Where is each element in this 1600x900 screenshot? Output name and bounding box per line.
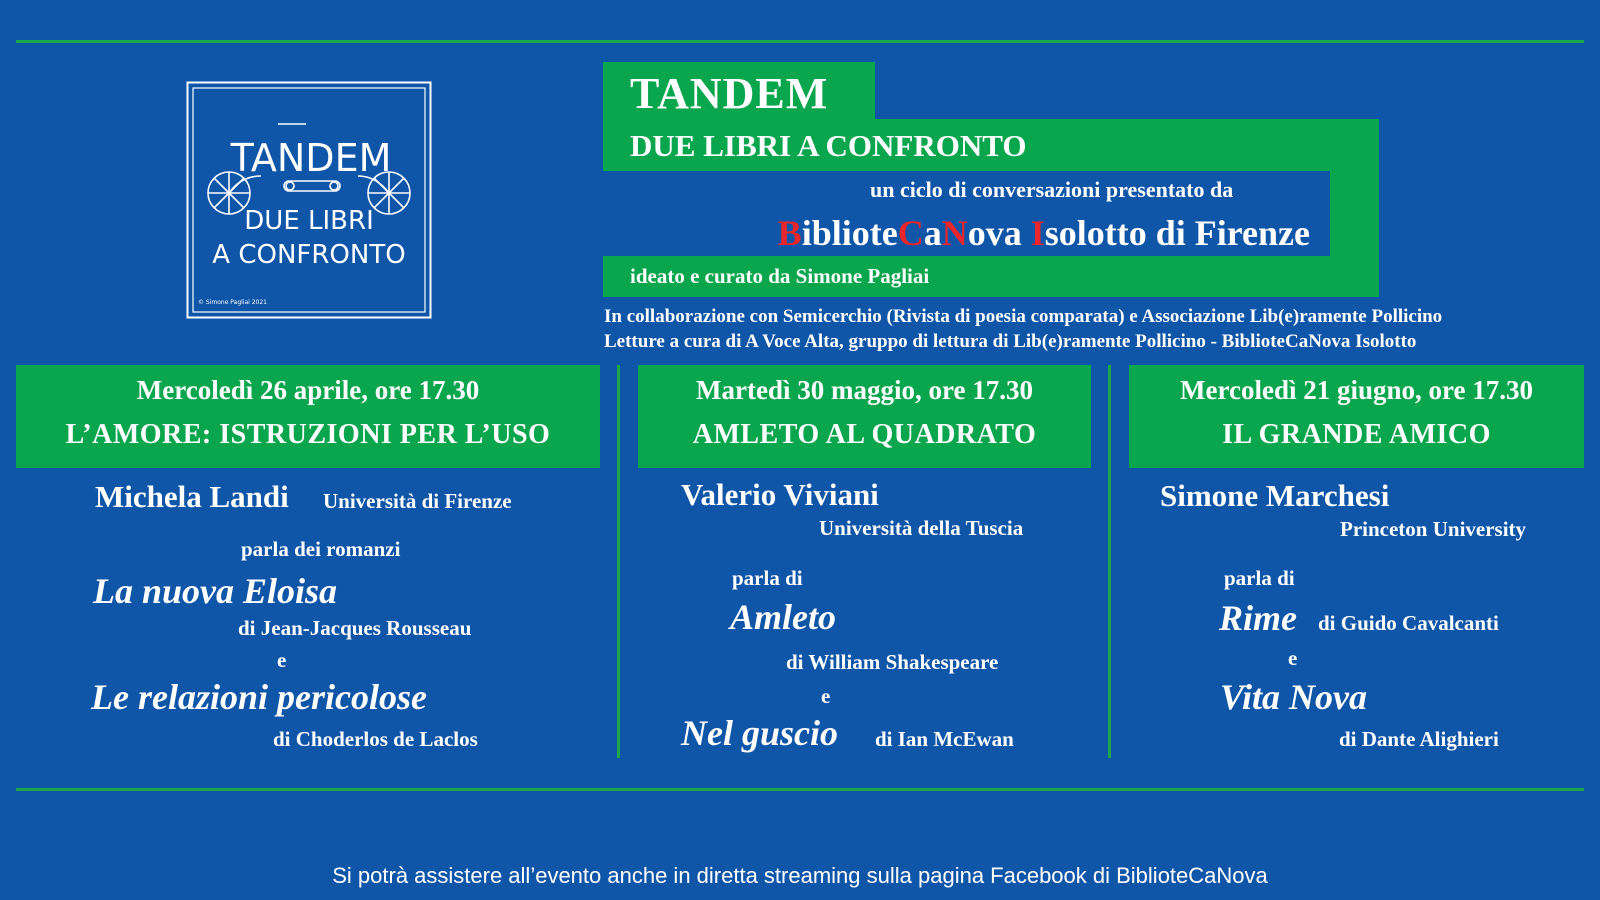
event-conjunction: e	[821, 684, 831, 708]
event-title: IL GRANDE AMICO	[1222, 419, 1491, 450]
event-book-1: La nuova Eloisa	[93, 571, 338, 611]
event-speaker: Valerio Viviani	[681, 477, 879, 512]
event-author-2: di Choderlos de Laclos	[273, 727, 478, 751]
event-author-1: di Guido Cavalcanti	[1318, 611, 1499, 635]
column-divider	[617, 365, 620, 758]
event-author-2: di Ian McEwan	[875, 727, 1014, 751]
page-subtitle: DUE LIBRI A CONFRONTO	[630, 128, 1027, 163]
top-divider	[16, 40, 1584, 43]
logo-line2: DUE LIBRI	[244, 206, 374, 236]
event-book-2: Le relazioni pericolose	[91, 677, 427, 717]
cycle-text: un ciclo di conversazioni presentato da	[870, 177, 1234, 202]
column-divider	[1108, 365, 1111, 758]
library-part: a	[923, 213, 942, 253]
event-author-1: di Jean-Jacques Rousseau	[238, 616, 472, 640]
event-intro: parla di	[1224, 566, 1295, 590]
event-book-2: Nel guscio	[681, 713, 838, 753]
event-affiliation: Università di Firenze	[323, 489, 512, 513]
library-initial-b: B	[777, 213, 802, 253]
event-title: L’AMORE: ISTRUZIONI PER L’USO	[65, 419, 551, 450]
library-initial-n: N	[941, 213, 968, 253]
event-affiliation: Università della Tuscia	[819, 516, 1024, 540]
event-date: Martedì 30 maggio, ore 17.30	[696, 375, 1033, 405]
library-initial-i: I	[1030, 213, 1045, 253]
bottom-divider	[16, 788, 1584, 791]
page-title: TANDEM	[630, 69, 829, 118]
event-speaker: Michela Landi	[95, 479, 289, 514]
event-affiliation: Princeton University	[1340, 517, 1527, 541]
curated-by: ideato e curato da Simone Pagliai	[630, 264, 930, 288]
event-author-2: di Dante Alighieri	[1339, 727, 1499, 751]
logo-line3: A CONFRONTO	[212, 240, 406, 270]
event-author-1: di William Shakespeare	[786, 650, 999, 674]
footer-streaming-note: Si potrà assistere all’evento anche in diretta streaming sulla pagina Facebook di BiblioteCaNova	[332, 863, 1268, 888]
library-part: ova	[967, 213, 1031, 253]
event-book-1: Amleto	[730, 597, 836, 637]
event-book-1: Rime	[1219, 598, 1297, 638]
event-intro: parla dei romanzi	[241, 537, 401, 561]
readings-line: Letture a cura di A Voce Alta, gruppo di lettura di Lib(e)ramente Pollicino - BiblioteCaNova Isolotto	[604, 331, 1417, 352]
tandem-logo	[186, 81, 432, 319]
event-title: AMLETO AL QUADRATO	[692, 419, 1037, 450]
collaboration-line: In collaborazione con Semicerchio (Rivista di poesia comparata) e Associazione Lib(e)ramente Pollicino	[604, 306, 1443, 327]
event-conjunction: e	[1288, 646, 1298, 670]
library-initial-c: C	[897, 213, 924, 253]
library-part: ibliote	[801, 213, 898, 253]
event-header-3	[1129, 365, 1584, 468]
event-intro: parla di	[732, 566, 803, 590]
event-conjunction: e	[277, 648, 287, 672]
event-header-1	[16, 365, 600, 468]
event-header-2	[638, 365, 1091, 468]
event-speaker: Simone Marchesi	[1160, 478, 1390, 513]
logo-credit: © Simone Pagliai 2021	[198, 299, 267, 306]
logo-title: TANDEM	[230, 136, 392, 180]
event-date: Mercoledì 26 aprile, ore 17.30	[136, 375, 480, 405]
event-book-2: Vita Nova	[1220, 677, 1368, 717]
library-part: solotto di Firenze	[1044, 213, 1310, 253]
library-name	[778, 212, 1310, 254]
event-date: Mercoledì 21 giugno, ore 17.30	[1180, 375, 1533, 405]
